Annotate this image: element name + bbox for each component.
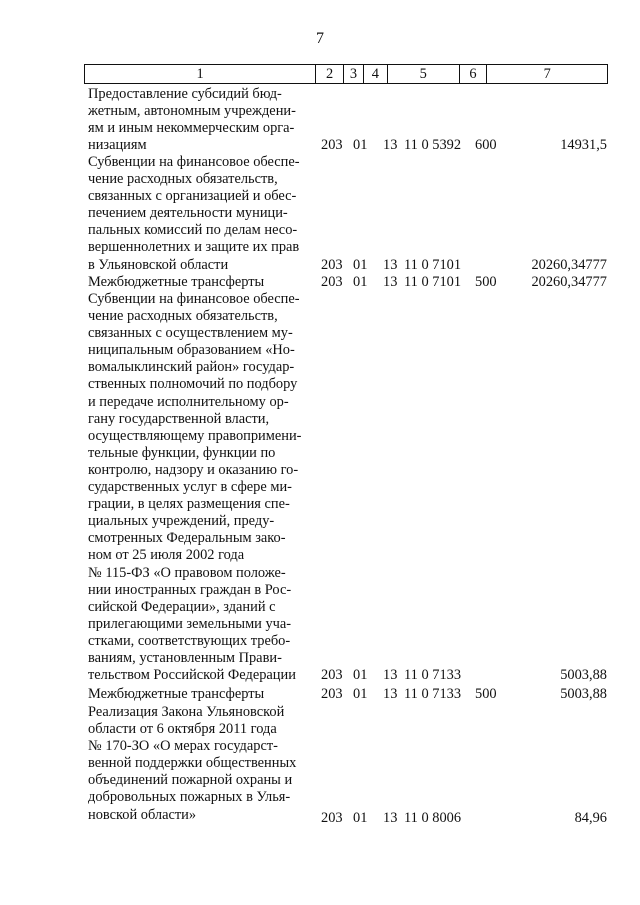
description-line: венной поддержки общественных (88, 755, 297, 772)
description-line: чение расходных обязательств, (88, 171, 278, 188)
section-code: 01 (353, 686, 368, 702)
description-line: печением деятельности муници- (88, 205, 288, 222)
description-line: Межбюджетные трансферты (88, 274, 265, 290)
header-col-2: 2 (316, 65, 344, 83)
description-line: прилегающими земельными уча- (88, 615, 292, 632)
description-line: № 115-ФЗ «О правовом положе- (88, 564, 286, 581)
page-number: 7 (316, 30, 324, 47)
section-code: 01 (353, 137, 368, 153)
description-line: низациям (88, 137, 147, 154)
description-line: новской области» (88, 806, 197, 823)
description-line: Межбюджетные трансферты (88, 686, 265, 702)
description-line: сийской Федерации», зданий с (88, 598, 276, 615)
description-line: стками, соответствующих требо- (88, 632, 291, 649)
description-line: сударственных услуг в сфере ми- (88, 479, 292, 496)
description-line: ственных полномочий по подбору (88, 376, 298, 393)
expense-type-code: 600 (475, 137, 497, 153)
target-code: 11 0 7101 (404, 274, 462, 290)
description-line: осуществляющему правопримени- (88, 427, 302, 444)
description-line: контролю, надзору и оказанию го- (88, 461, 299, 478)
description-line: вомалыклинский район» государ- (88, 359, 295, 376)
header-col-3: 3 (344, 65, 364, 83)
header-col-1: 1 (85, 65, 316, 83)
description-line: нии иностранных граждан в Рос- (88, 581, 292, 598)
description-line: объединений пожарной охраны и (88, 772, 293, 789)
amount: 5003,88 (560, 686, 607, 702)
description-line: связанных с осуществлением му- (88, 325, 293, 342)
row-description (88, 154, 308, 274)
amount: 20260,34777 (531, 257, 607, 273)
description-line: № 170-ЗО «О мерах государст- (88, 738, 278, 755)
header-col-5: 5 (388, 65, 460, 83)
description-line: связанных с организацией и обес- (88, 188, 297, 205)
header-col-6: 6 (460, 65, 488, 83)
description-line: ям и иным некоммерческим орга- (88, 120, 295, 137)
section-code: 01 (353, 810, 368, 826)
description-line: смотренных Федеральным зако- (88, 530, 286, 547)
description-line: в Ульяновской области (88, 256, 229, 273)
section-code: 01 (353, 667, 368, 683)
section-code: 01 (353, 274, 368, 290)
description-line: вершеннолетних и защите их прав (88, 239, 300, 256)
description-line: жетным, автономным учреждени- (88, 103, 296, 120)
expense-type-code: 500 (475, 274, 497, 290)
description-line: ваниям, установленным Прави- (88, 649, 282, 666)
amount: 20260,34777 (531, 274, 607, 290)
target-code: 11 0 7133 (404, 667, 462, 683)
amount: 84,96 (574, 810, 607, 826)
description-line: тельством Российской Федерации (88, 667, 296, 684)
description-line: области от 6 октября 2011 года (88, 721, 277, 738)
section-code: 01 (353, 257, 368, 273)
description-line: добровольных пожарных в Улья- (88, 789, 291, 806)
description-line: Субвенции на финансовое обеспе- (88, 154, 300, 170)
header-col-4: 4 (364, 65, 388, 83)
target-code: 11 0 5392 (404, 137, 462, 153)
description-line: гану государственной власти, (88, 410, 270, 427)
subsection-code: 13 (383, 667, 398, 683)
row-description (88, 291, 308, 684)
subsection-code: 13 (383, 810, 398, 826)
description-line: Предоставление субсидий бюд- (88, 86, 282, 102)
description-line: ниципальным образованием «Но- (88, 342, 295, 359)
row-description (88, 274, 308, 291)
table-header-row (84, 64, 608, 84)
admin-code: 203 (321, 137, 343, 153)
amount: 14931,5 (560, 137, 607, 153)
row-description (88, 86, 308, 154)
description-line: грации, в целях размещения спе- (88, 496, 290, 513)
subsection-code: 13 (383, 274, 398, 290)
description-line: тельные функции, функции по (88, 444, 276, 461)
target-code: 11 0 8006 (404, 810, 462, 826)
description-line: Реализация Закона Ульяновской (88, 704, 285, 720)
admin-code: 203 (321, 810, 343, 826)
description-line: и передаче исполнительному ор- (88, 393, 289, 410)
description-line: чение расходных обязательств, (88, 308, 278, 325)
description-line: Субвенции на финансовое обеспе- (88, 291, 300, 307)
header-col-7: 7 (543, 66, 551, 82)
admin-code: 203 (321, 667, 343, 683)
description-line: пальных комиссий по делам несо- (88, 222, 298, 239)
row-description (88, 686, 308, 703)
target-code: 11 0 7101 (404, 257, 462, 273)
subsection-code: 13 (383, 137, 398, 153)
expense-type-code: 500 (475, 686, 497, 702)
row-description (88, 704, 308, 824)
target-code: 11 0 7133 (404, 686, 462, 702)
admin-code: 203 (321, 274, 343, 290)
amount: 5003,88 (560, 667, 607, 683)
subsection-code: 13 (383, 257, 398, 273)
admin-code: 203 (321, 257, 343, 273)
description-line: циальных учреждений, преду- (88, 513, 275, 530)
admin-code: 203 (321, 686, 343, 702)
description-line: ном от 25 июля 2002 года (88, 547, 245, 564)
subsection-code: 13 (383, 686, 398, 702)
